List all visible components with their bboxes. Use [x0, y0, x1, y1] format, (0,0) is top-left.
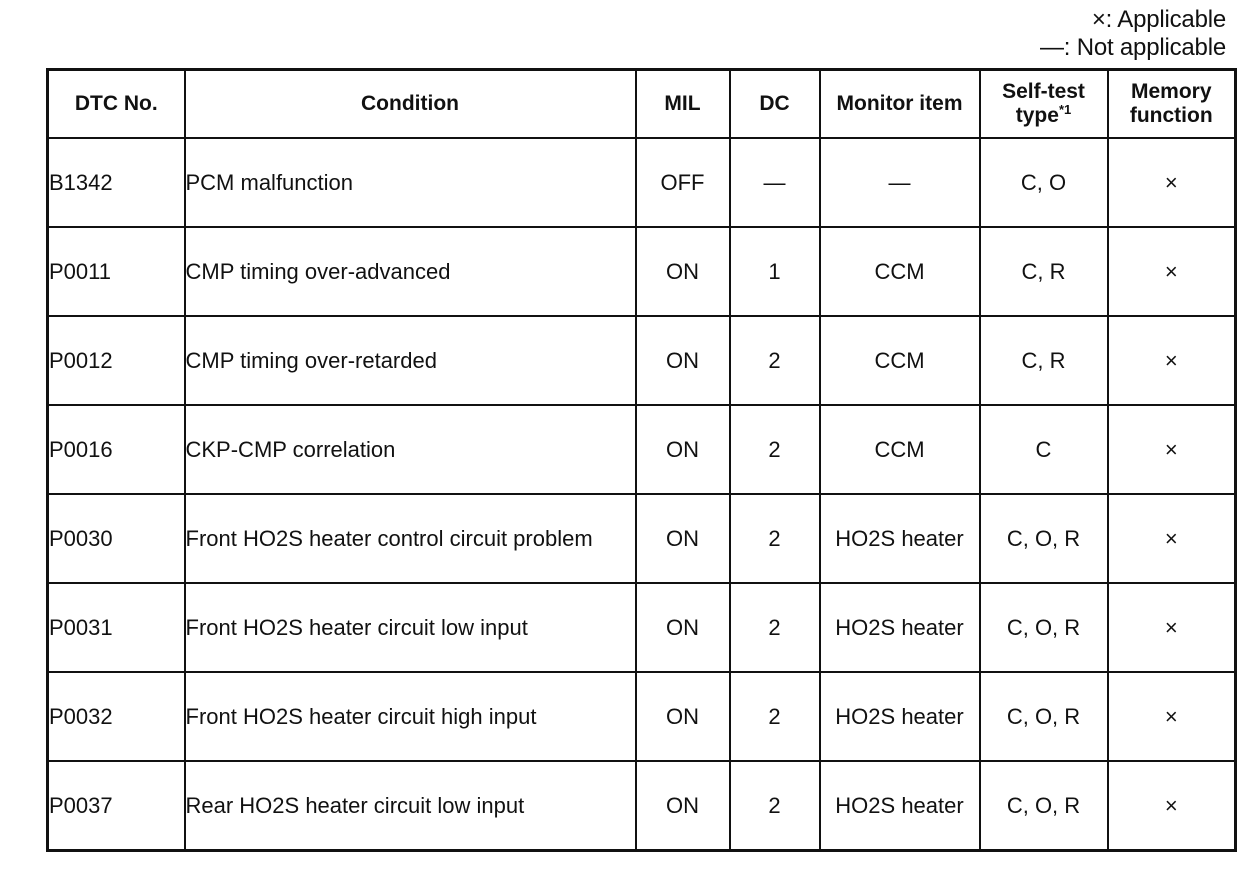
cell-dtc-no: P0012 [48, 316, 185, 405]
cell-memory-function: × [1108, 494, 1236, 583]
header-monitor-item: Monitor item [820, 70, 980, 139]
cell-memory-function: × [1108, 761, 1236, 851]
cell-dc: 1 [730, 227, 820, 316]
cell-memory-function: × [1108, 583, 1236, 672]
cell-self-test-type: C, O [980, 138, 1108, 227]
cell-dtc-no: P0037 [48, 761, 185, 851]
cell-monitor-item: CCM [820, 227, 980, 316]
cell-memory-function: × [1108, 227, 1236, 316]
footnote-marker: *1 [1058, 102, 1072, 117]
table-row [48, 316, 1236, 405]
cell-self-test-type: C, O, R [980, 761, 1108, 851]
legend-applicable: ×: Applicable [1091, 6, 1226, 33]
cell-monitor-item: HO2S heater [820, 583, 980, 672]
cell-dtc-no: P0011 [48, 227, 185, 316]
cell-dc: 2 [730, 316, 820, 405]
cell-condition: Rear HO2S heater circuit low input [185, 761, 636, 851]
cell-condition: Front HO2S heater control circuit problem [185, 494, 636, 583]
dtc-table [46, 68, 1237, 852]
cell-self-test-type: C, R [980, 316, 1108, 405]
header-dtc-no: DTC No. [48, 70, 185, 139]
cell-memory-function: × [1108, 405, 1236, 494]
table-row [48, 405, 1236, 494]
cell-dc: 2 [730, 405, 820, 494]
header-self-test-label: Self-test type [1002, 80, 1085, 127]
cell-mil: ON [636, 672, 730, 761]
cell-monitor-item: HO2S heater [820, 494, 980, 583]
cell-dc: 2 [730, 761, 820, 851]
cell-memory-function: × [1108, 316, 1236, 405]
table-row [48, 583, 1236, 672]
cell-condition: Front HO2S heater circuit high input [185, 672, 636, 761]
cell-monitor-item: HO2S heater [820, 672, 980, 761]
cell-condition: CMP timing over-retarded [185, 316, 636, 405]
cell-dc: — [730, 138, 820, 227]
cell-self-test-type: C, R [980, 227, 1108, 316]
cell-dtc-no: P0031 [48, 583, 185, 672]
cell-memory-function: × [1108, 138, 1236, 227]
cell-self-test-type: C, O, R [980, 494, 1108, 583]
cell-self-test-type: C, O, R [980, 672, 1108, 761]
cell-self-test-type: C [980, 405, 1108, 494]
cell-mil: OFF [636, 138, 730, 227]
table-body [48, 138, 1236, 851]
cell-dc: 2 [730, 672, 820, 761]
cell-condition: CMP timing over-advanced [185, 227, 636, 316]
cell-dc: 2 [730, 583, 820, 672]
cell-mil: ON [636, 227, 730, 316]
cell-dtc-no: P0032 [48, 672, 185, 761]
cell-self-test-type: C, O, R [980, 583, 1108, 672]
table-row [48, 227, 1236, 316]
cell-mil: ON [636, 583, 730, 672]
header-row [48, 70, 1236, 139]
table-row [48, 761, 1236, 851]
header-memory-function: Memory function [1108, 70, 1236, 139]
cell-monitor-item: CCM [820, 405, 980, 494]
cell-condition: PCM malfunction [185, 138, 636, 227]
cell-memory-function: × [1108, 672, 1236, 761]
cell-condition: CKP-CMP correlation [185, 405, 636, 494]
cell-monitor-item: CCM [820, 316, 980, 405]
header-condition: Condition [185, 70, 636, 139]
legend [1040, 6, 1226, 62]
table-row [48, 138, 1236, 227]
table-row [48, 494, 1236, 583]
cell-dtc-no: P0030 [48, 494, 185, 583]
cell-mil: ON [636, 761, 730, 851]
cell-dtc-no: B1342 [48, 138, 185, 227]
cell-condition: Front HO2S heater circuit low input [185, 583, 636, 672]
cell-dc: 2 [730, 494, 820, 583]
header-self-test-type [980, 70, 1108, 139]
cell-mil: ON [636, 405, 730, 494]
cell-monitor-item: HO2S heater [820, 761, 980, 851]
cell-dtc-no: P0016 [48, 405, 185, 494]
header-dc: DC [730, 70, 820, 139]
header-mil: MIL [636, 70, 730, 139]
legend-not-applicable: —: Not applicable [1039, 34, 1226, 61]
table-row [48, 672, 1236, 761]
cell-mil: ON [636, 316, 730, 405]
cell-mil: ON [636, 494, 730, 583]
cell-monitor-item: — [820, 138, 980, 227]
